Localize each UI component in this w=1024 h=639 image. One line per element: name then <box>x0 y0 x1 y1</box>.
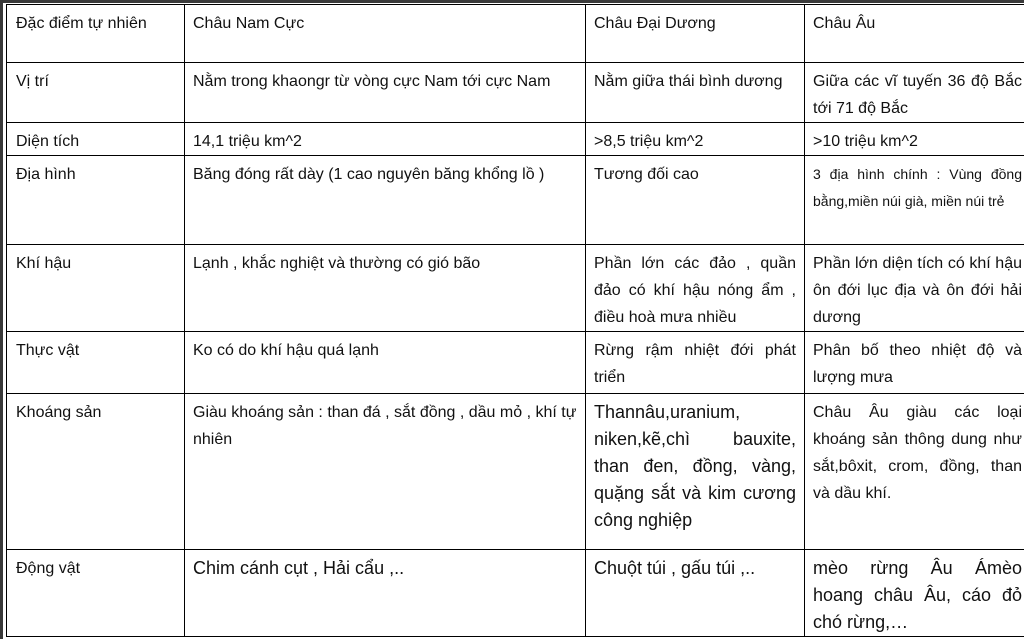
table-row <box>7 123 1024 156</box>
row-label: Thực vật <box>7 332 185 394</box>
cell-antarctica: Giàu khoáng sản : than đá , sắt đồng , dầu mỏ , khí tự nhiên <box>185 394 586 550</box>
header-europe: Châu Âu <box>805 5 1024 63</box>
header-oceania: Châu Đại Dương <box>586 5 805 63</box>
row-label: Địa hình <box>7 156 185 245</box>
cell-europe: Phân bố theo nhiệt độ và lượng mưa <box>805 332 1024 394</box>
cell-europe: 3 địa hình chính : Vùng đồng bằng,miền núi già, miền núi trẻ <box>805 156 1024 245</box>
cell-oceania: Nằm giữa thái bình dương <box>586 63 805 123</box>
cell-europe: mèo rừng Âu Ámèo hoang châu Âu, cáo đỏ chó rừng,… <box>805 550 1024 637</box>
table-row <box>7 156 1024 245</box>
comparison-table <box>6 4 1024 637</box>
cell-oceania: Chuột túi , gấu túi ,.. <box>586 550 805 637</box>
header-antarctica: Châu Nam Cực <box>185 5 586 63</box>
row-label: Vị trí <box>7 63 185 123</box>
row-label: Diện tích <box>7 123 185 156</box>
cell-oceania: Thannâu,uranium, niken,kẽ,chì bauxite, than đen, đồng, vàng, quặng sắt và kim cương công nghiệp <box>586 394 805 550</box>
cell-europe: Phần lớn diện tích có khí hậu ôn đới lục địa và ôn đới hải dương <box>805 245 1024 332</box>
cell-antarctica: 14,1 triệu km^2 <box>185 123 586 156</box>
table-row <box>7 245 1024 332</box>
cell-antarctica: Lạnh , khắc nghiệt và thường có gió bão <box>185 245 586 332</box>
cell-europe: >10 triệu km^2 <box>805 123 1024 156</box>
table-row <box>7 550 1024 637</box>
table-row <box>7 394 1024 550</box>
table-row <box>7 63 1024 123</box>
cell-oceania: Rừng rậm nhiệt đới phát triển <box>586 332 805 394</box>
cell-europe: Giữa các vĩ tuyến 36 độ Bắc tới 71 độ Bắc <box>805 63 1024 123</box>
cell-antarctica: Ko có do khí hậu quá lạnh <box>185 332 586 394</box>
cell-antarctica: Băng đóng rất dày (1 cao nguyên băng khổng lồ ) <box>185 156 586 245</box>
cell-oceania: >8,5 triệu km^2 <box>586 123 805 156</box>
cell-antarctica: Chim cánh cụt , Hải cẩu ,.. <box>185 550 586 637</box>
cell-antarctica: Nằm trong khaongr từ vòng cực Nam tới cực Nam <box>185 63 586 123</box>
row-label: Động vật <box>7 550 185 637</box>
row-label: Khoáng sản <box>7 394 185 550</box>
table-header-row <box>7 5 1024 63</box>
cell-oceania: Tương đối cao <box>586 156 805 245</box>
cell-europe: Châu Âu giàu các loại khoáng sản thông dung như sắt,bôxit, crom, đồng, than và dầu khí. <box>805 394 1024 550</box>
row-label: Khí hậu <box>7 245 185 332</box>
cell-oceania: Phần lớn các đảo , quần đảo có khí hậu nóng ẩm , điều hoà mưa nhiều <box>586 245 805 332</box>
header-feature: Đặc điểm tự nhiên <box>7 5 185 63</box>
table-row <box>7 332 1024 394</box>
